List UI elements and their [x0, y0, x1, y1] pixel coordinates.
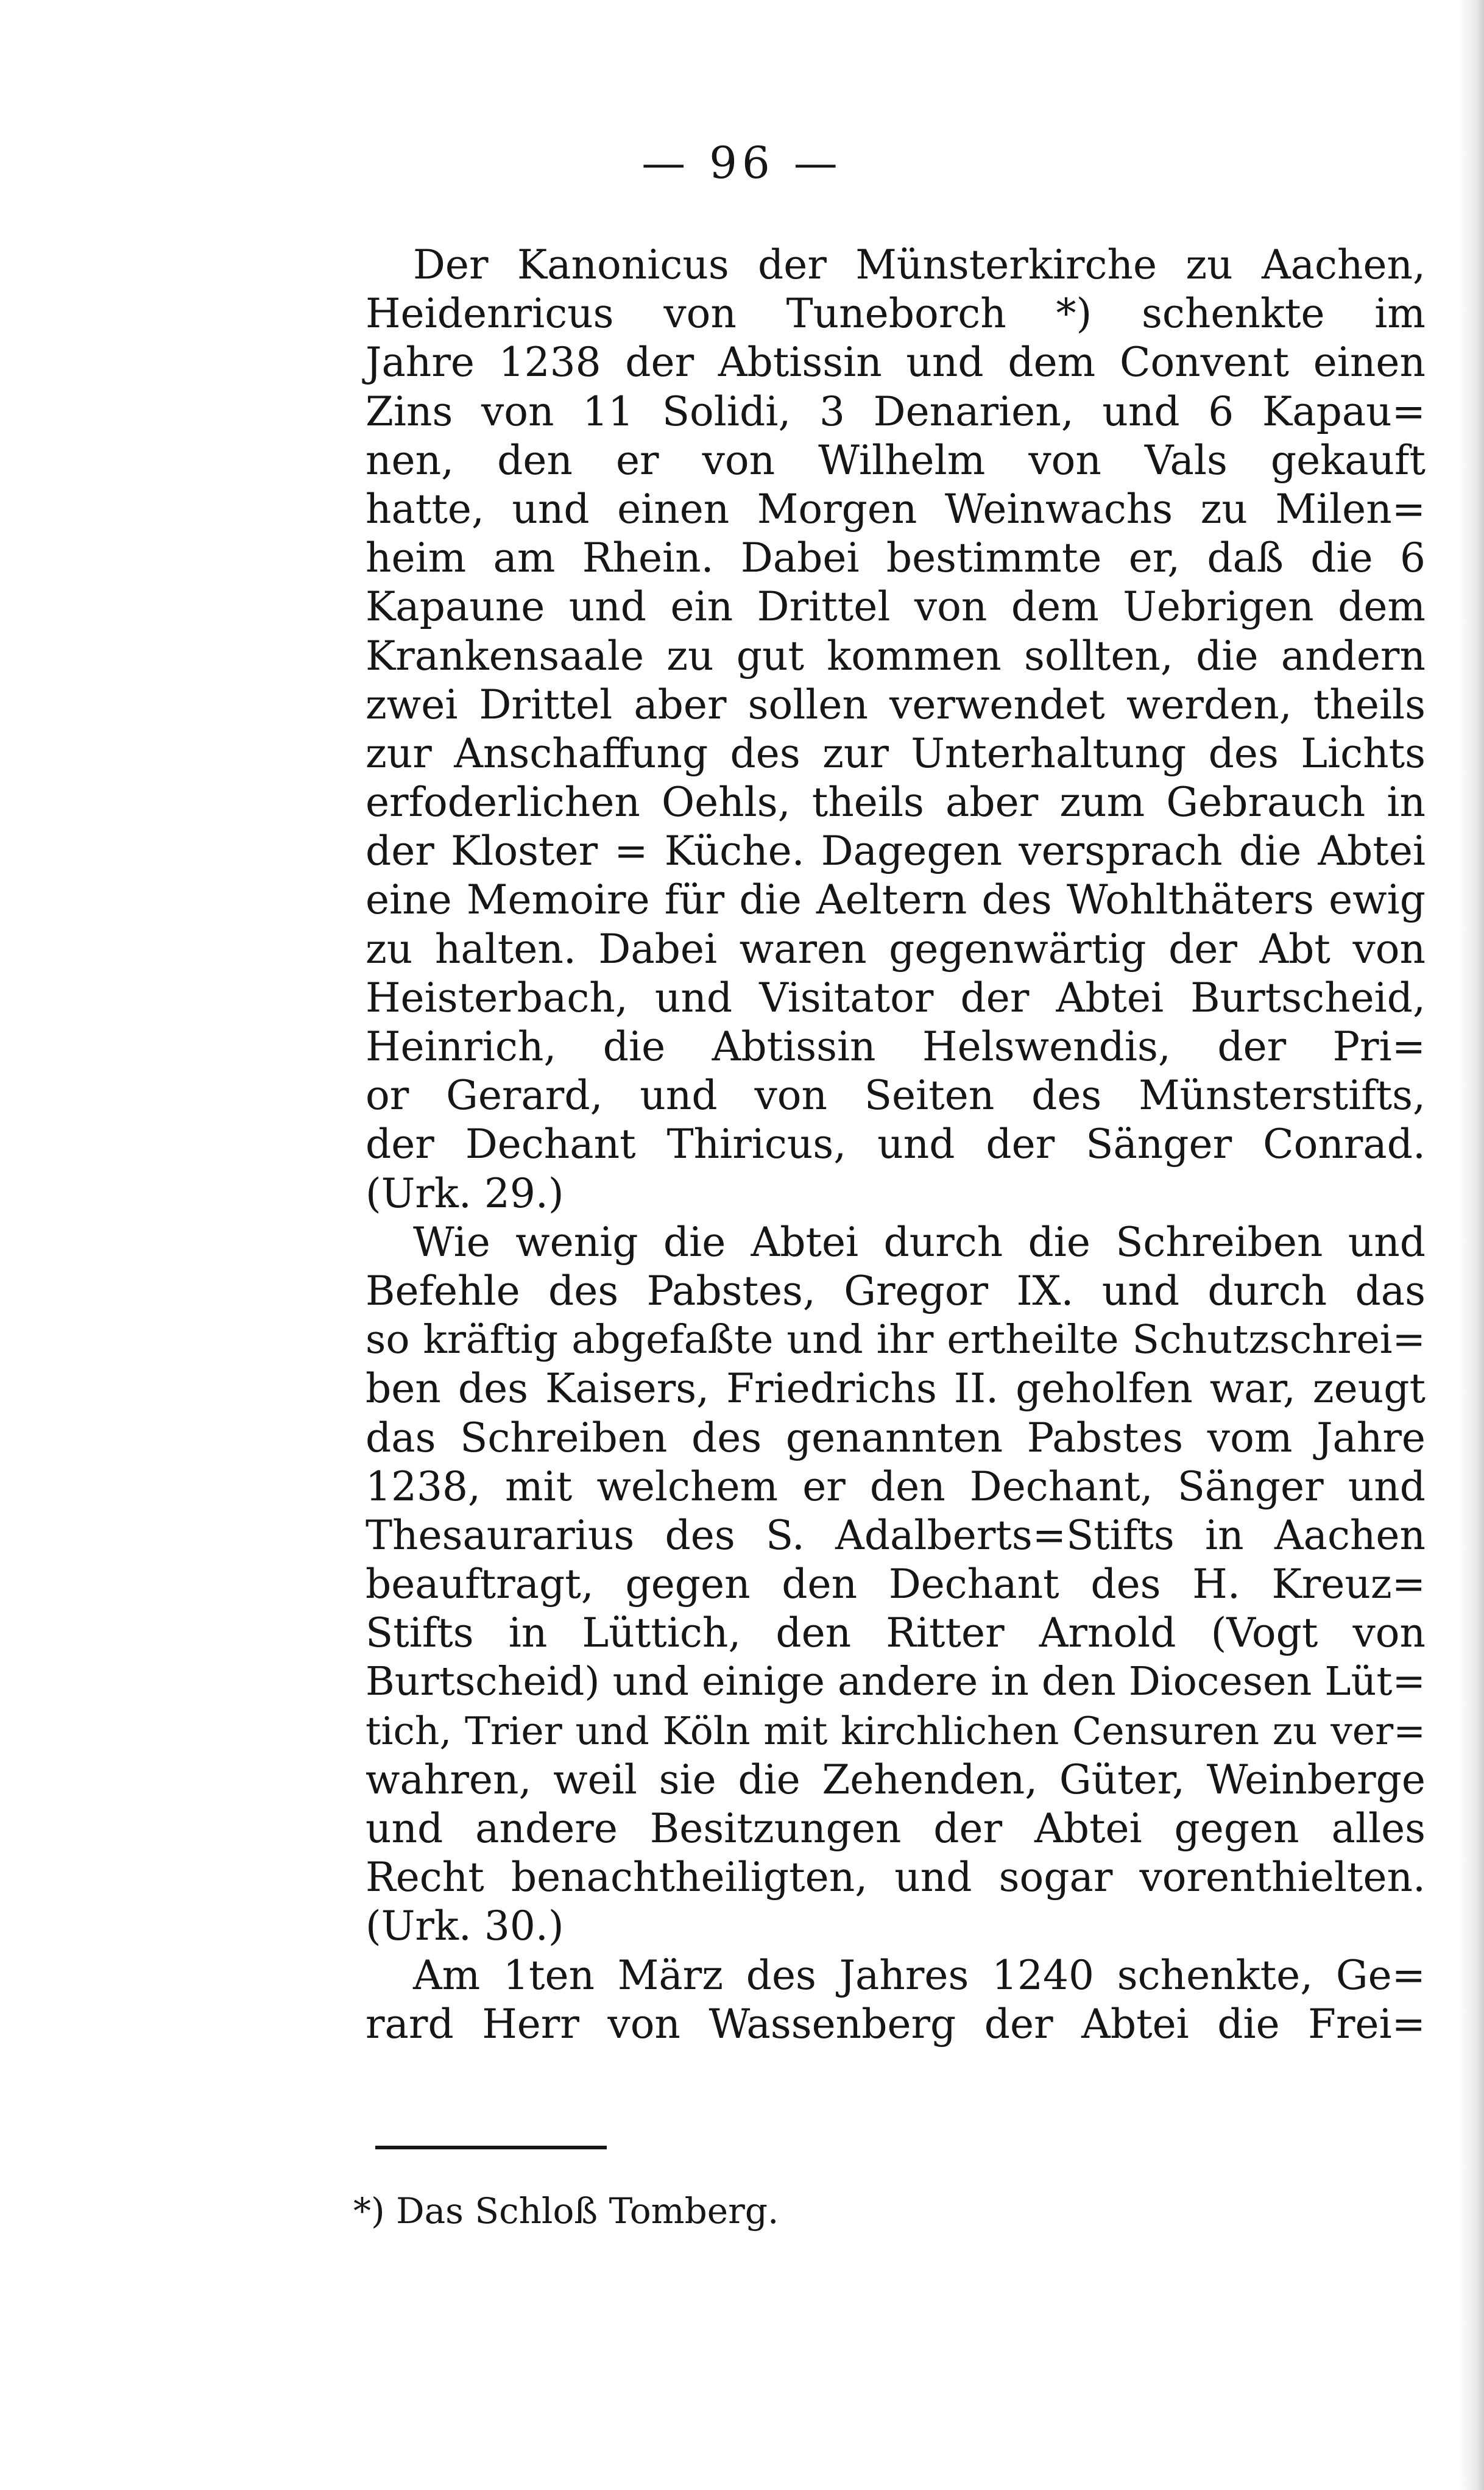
text-line: Heisterbach, und Visitator der Abtei Burtscheid,: [366, 974, 1426, 1021]
text-line: Thesaurarius des S. Adalberts=Stifts in Aachen: [366, 1511, 1426, 1559]
text-line: or Gerard, und von Seiten des Münsterstifts,: [366, 1072, 1426, 1119]
body-text: [366, 241, 1426, 2049]
text-line: rard Herr von Wassenberg der Abtei die Frei=: [366, 2000, 1426, 2048]
text-line: und andere Besitzungen der Abtei gegen alles: [366, 1805, 1426, 1852]
text-line: 1238, mit welchem er den Dechant, Sänger und: [366, 1463, 1426, 1510]
text-line: Zins von 11 Solidi, 3 Denarien, und 6 Kapau=: [366, 388, 1426, 435]
text-line: Stifts in Lüttich, den Ritter Arnold (Vogt von: [366, 1609, 1426, 1657]
footnote: *) Das Schloß Tomberg.: [353, 2190, 779, 2232]
text-line: zu halten. Dabei waren gegenwärtig der Abt von: [366, 925, 1426, 973]
text-line: zur Anschaffung des zur Unterhaltung des Lichts: [366, 729, 1426, 777]
text-line: (Urk. 30.): [366, 1903, 564, 1950]
text-line: eine Memoire für die Aeltern des Wohlthäters ewig: [366, 876, 1426, 924]
text-line: der Dechant Thiricus, und der Sänger Conrad.: [366, 1121, 1426, 1168]
text-line: Heidenricus von Tuneborch *) schenkte im: [366, 290, 1426, 338]
text-line: Am 1ten März des Jahres 1240 schenkte, Ge=: [413, 1951, 1426, 1999]
text-line: Krankensaale zu gut kommen sollten, die andern: [366, 632, 1426, 679]
text-line: nen, den er von Wilhelm von Vals gekauft: [366, 436, 1426, 484]
text-line: Befehle des Pabstes, Gregor IX. und durch das: [366, 1267, 1426, 1314]
text-line: tich, Trier und Köln mit kirchlichen Censuren zu ver=: [366, 1708, 1426, 1753]
text-line: Heinrich, die Abtissin Helswendis, der Pri=: [366, 1023, 1426, 1070]
text-line: hatte, und einen Morgen Weinwachs zu Milen=: [366, 485, 1426, 533]
text-line: beauftragt, gegen den Dechant des H. Kreuz=: [366, 1561, 1426, 1608]
text-line: Wie wenig die Abtei durch die Schreiben und: [413, 1218, 1426, 1266]
footnote-divider: [375, 2146, 607, 2149]
page-edge-shadow: [1460, 0, 1484, 2490]
text-line: wahren, weil sie die Zehenden, Güter, Weinberge: [366, 1756, 1426, 1803]
text-line: Kapaune und ein Drittel von dem Uebrigen dem: [366, 583, 1426, 631]
text-line: das Schreiben des genannten Pabstes vom Jahre: [366, 1414, 1426, 1461]
text-line: Jahre 1238 der Abtissin und dem Convent einen: [366, 339, 1426, 386]
text-line: Der Kanonicus der Münsterkirche zu Aachen,: [413, 241, 1426, 288]
text-line: zwei Drittel aber sollen verwendet werden, theils: [366, 681, 1426, 728]
text-line: der Kloster = Küche. Dagegen versprach die Abtei: [366, 828, 1426, 875]
text-line: so kräftig abgefaßte und ihr ertheilte Schutzschrei=: [366, 1317, 1426, 1363]
text-line: (Urk. 29.): [366, 1169, 564, 1217]
text-line: Recht benachtheiligten, und sogar vorenthielten.: [366, 1854, 1426, 1901]
text-line: erfoderlichen Oehls, theils aber zum Gebrauch in: [366, 779, 1426, 826]
text-line: ben des Kaisers, Friedrichs II. geholfen war, zeugt: [366, 1365, 1426, 1413]
text-line: heim am Rhein. Dabei bestimmte er, daß die 6: [366, 534, 1426, 582]
page-number: — 96 —: [641, 137, 843, 188]
text-line: Burtscheid) und einige andere in den Diocesen Lüt=: [366, 1659, 1426, 1705]
